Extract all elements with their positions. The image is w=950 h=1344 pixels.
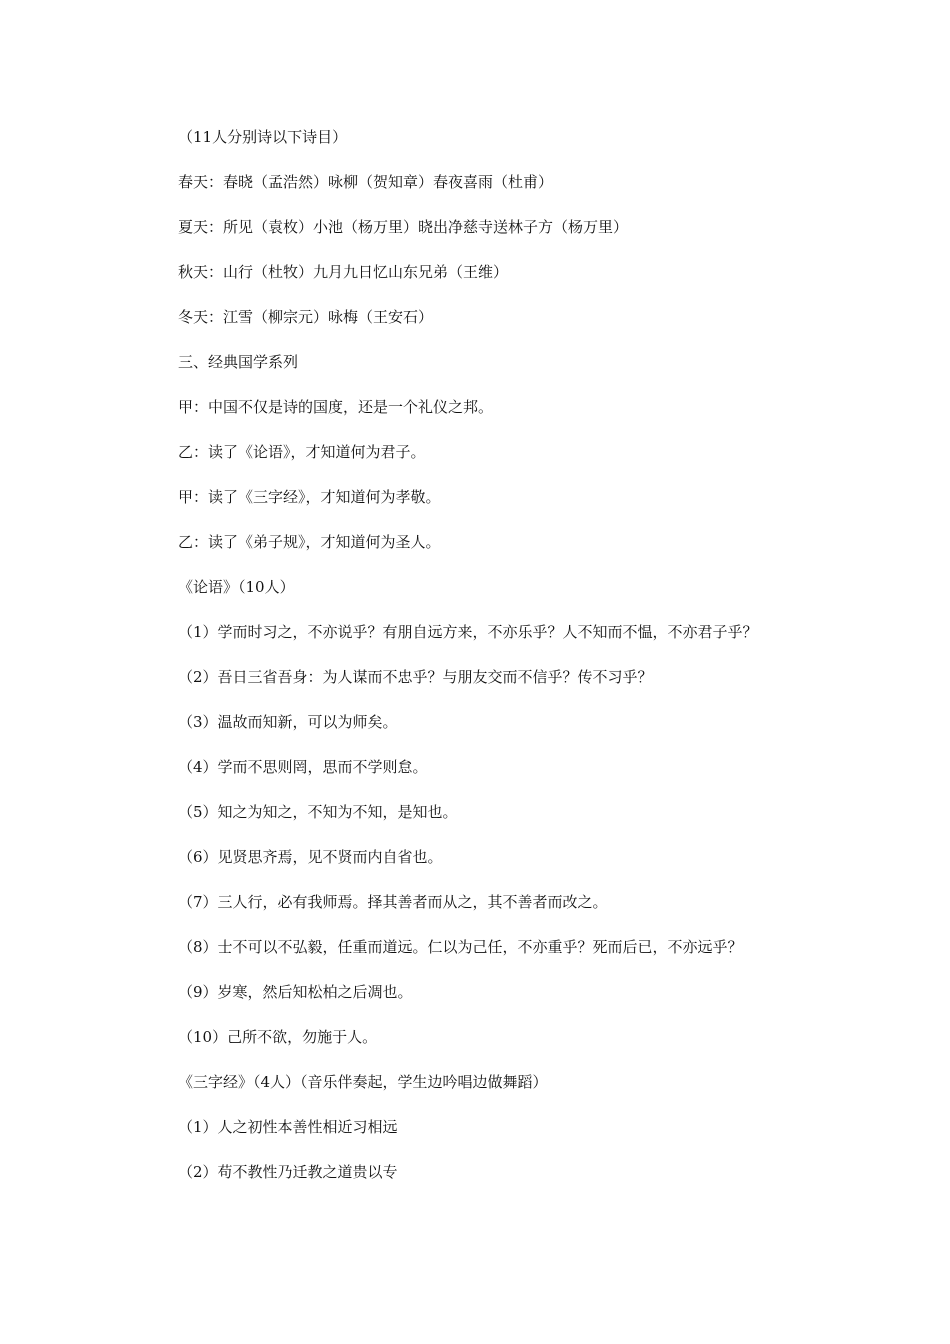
dialogue-line: 甲：读了《三字经》，才知道何为孝敬。 <box>178 488 441 506</box>
lunyu-item: （10）己所不欲，勿施于人。 <box>178 1028 378 1046</box>
lunyu-item: （5）知之为知之，不知为不知，是知也。 <box>178 803 458 821</box>
dialogue-line: 甲：中国不仅是诗的国度，还是一个礼仪之邦。 <box>178 398 494 416</box>
spring-poems-line: 春天：春晓（孟浩然）咏柳（贺知章）春夜喜雨（杜甫） <box>178 173 554 191</box>
sanzijing-heading: 《三字经》（4人）（音乐伴奏起，学生边吟唱边做舞蹈） <box>178 1073 548 1091</box>
autumn-poems-line: 秋天：山行（杜牧）九月九日忆山东兄弟（王维） <box>178 263 509 281</box>
dialogue-line: 乙：读了《弟子规》，才知道何为圣人。 <box>178 533 441 551</box>
summer-poems-line: 夏天：所见（袁枚）小池（杨万里）晓出净慈寺送林子方（杨万里） <box>178 218 629 236</box>
lunyu-item: （6）见贤思齐焉，见不贤而内自省也。 <box>178 848 443 866</box>
lunyu-item: （4）学而不思则罔，思而不学则怠。 <box>178 758 428 776</box>
section-heading: 三、经典国学系列 <box>178 353 299 371</box>
lunyu-item: （3）温故而知新，可以为师矣。 <box>178 713 398 731</box>
lunyu-item: （9）岁寒，然后知松柏之后凋也。 <box>178 983 413 1001</box>
lunyu-item: （8）士不可以不弘毅，任重而道远。仁以为己任，不亦重乎？死而后已，不亦远乎？ <box>178 938 743 956</box>
sanzijing-item: （1）人之初性本善性相近习相远 <box>178 1118 398 1136</box>
lunyu-heading: 《论语》（10人） <box>178 578 295 596</box>
dialogue-line: 乙：读了《论语》，才知道何为君子。 <box>178 443 426 461</box>
lunyu-item: （7）三人行，必有我师焉。择其善者而从之，其不善者而改之。 <box>178 893 608 911</box>
document-body <box>178 124 878 1204</box>
winter-poems-line: 冬天：江雪（柳宗元）咏梅（王安石） <box>178 308 434 326</box>
lunyu-item: （1）学而时习之，不亦说乎？有朋自远方来，不亦乐乎？人不知而不愠，不亦君子乎？ <box>178 623 758 641</box>
lunyu-item: （2）吾日三省吾身：为人谋而不忠乎？与朋友交而不信乎？传不习乎？ <box>178 668 653 686</box>
sanzijing-item: （2）苟不教性乃迁教之道贵以专 <box>178 1163 398 1181</box>
note-line: （11人分别诗以下诗目） <box>178 128 348 146</box>
